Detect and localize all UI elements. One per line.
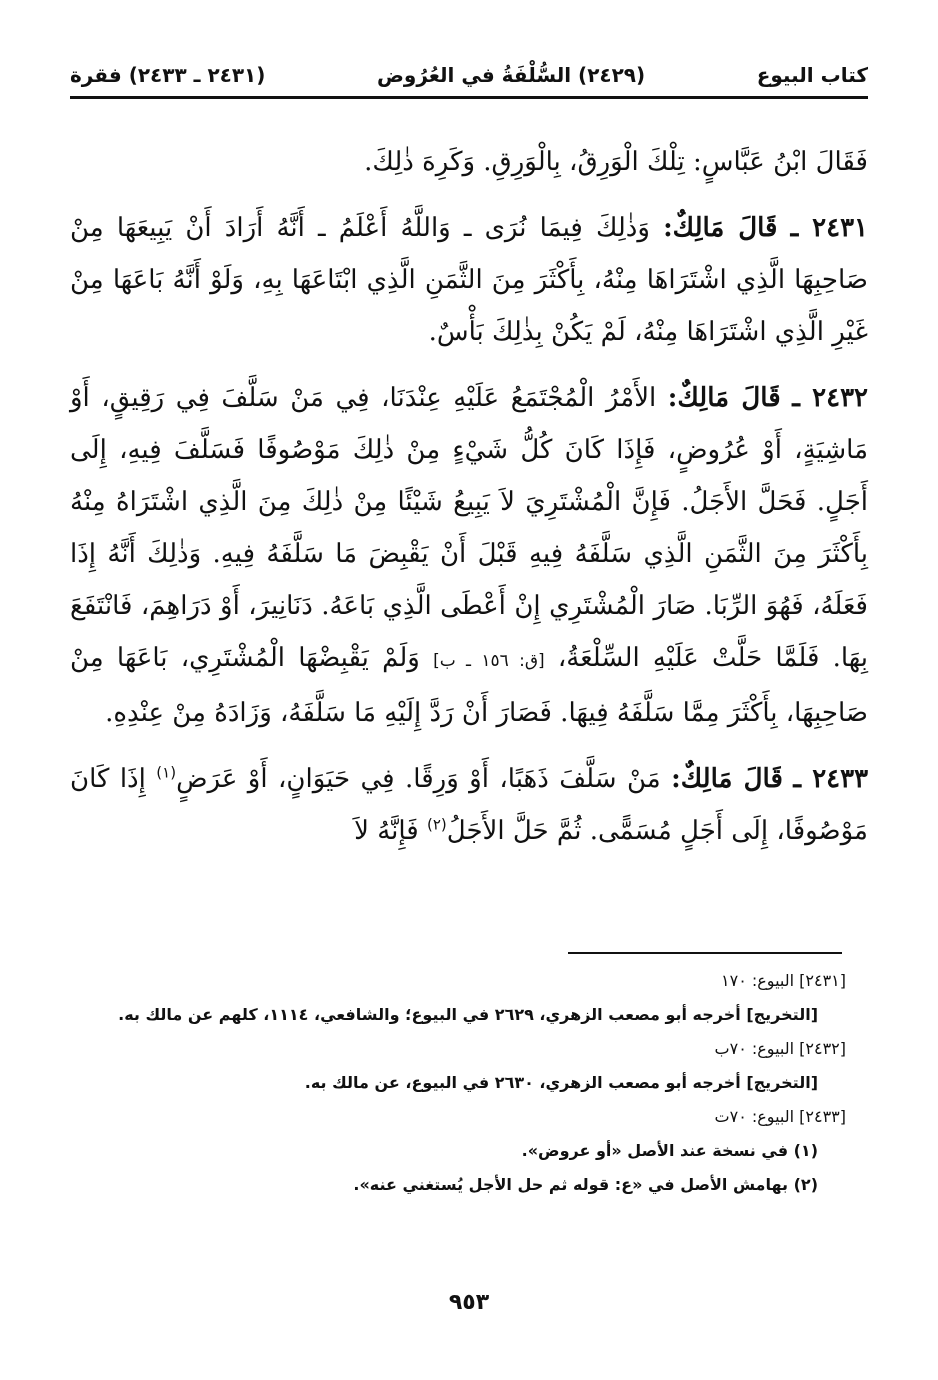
paragraph-text: فَقَالَ ابْنُ عَبَّاسٍ: تِلْكَ الْوَرِقُ، بِالْوَرِقِ. وَكَرِهَ ذٰلِكَ. xyxy=(364,147,868,177)
paragraph-text-continued: إِذَا كَانَ مَوْصُوفًا، إِلَى أَجَلٍ مُسَمًّى. ثُمَّ حَلَّ الأَجَلُ xyxy=(70,764,868,846)
takhrij-tag: [التخريج] xyxy=(746,1073,818,1092)
main-text xyxy=(70,136,868,871)
paragraph-text: الأَمْرُ الْمُجْتَمَعُ عَلَيْهِ عِنْدَنَا، فِي مَنْ سَلَّفَ فِي رَقِيقٍ، أَوْ مَاشِيَةٍ، أَوْ عُرُوضٍ، فَإِذَا كَانَ كُلُّ شَيْءٍ مِنْ ذٰلِكَ مَوْصُوفًا فَسَلَّفَ فِيهِ، إِلَى أَجَلٍ. فَحَلَّ الأَجَلُ. فَإِنَّ الْمُشْتَرِيَ لاَ يَبِيعُ شَيْئًا مِنْ ذٰلِكَ مِنَ الَّذِي اشْتَرَاهُ مِنْهُ بِأَكْثَرَ مِنَ الثَّمَنِ الَّذِي سَلَّفَهُ فِيهِ قَبْلَ أَنْ يَقْبِضَ مَا سَلَّفَهُ فِيهِ. وَذٰلِكَ أَنَّهُ إِذَا فَعَلَهُ، فَهُوَ الرِّبَا. صَارَ الْمُشْتَرِي إِنْ أَعْطَى الَّذِي بَاعَهُ. دَنَانِيرَ، أَوْ دَرَاهِمَ، فَانْتَفَعَ بِهَا. فَلَمَّا حَلَّتْ عَلَيْهِ السِّلْعَةُ، xyxy=(70,383,868,673)
footnote-marker-1[interactable]: (١) xyxy=(156,763,177,782)
paragraph-text: وَذٰلِكَ فِيمَا نُرَى ـ وَاللَّهُ أَعْلَمُ ـ أَنَّهُ أَرَادَ أَنْ يَبِيعَهَا مِنْ صَاحِبِهَا الَّذِي اشْتَرَاهَا مِنْهُ، بِأَكْثَرَ مِنَ الثَّمَنِ الَّذِي ابْتَاعَهَا بِهِ، وَلَوْ أَنَّهُ بَاعَهَا مِنْ غَيْرِ الَّذِي اشْتَرَاهَا مِنْهُ، لَمْ يَكُنْ بِذٰلِكَ بَأْسٌ. xyxy=(70,213,868,347)
page-number: ٩٥٣ xyxy=(448,1290,490,1315)
footnotes xyxy=(72,964,846,1202)
footnote-note-1: (١) في نسخة عند الأصل «أو عروض». xyxy=(521,1141,818,1160)
footnote-takhrij-2432 xyxy=(72,1066,846,1100)
footnote-takhrij-2431 xyxy=(72,998,846,1032)
takhrij-text: أخرجه أبو مصعب الزهري، ٢٦٣٠ في البيوع، عن مالك به. xyxy=(304,1073,741,1092)
paragraph-text: مَنْ سَلَّفَ ذَهَبًا، أَوْ وَرِقًا. فِي حَيَوَانٍ، أَوْ عَرَضٍ xyxy=(176,764,661,794)
takhrij-tag: [التخريج] xyxy=(746,1005,818,1024)
paragraph-text-continued: وَلَمْ يَقْبِضْهَا الْمُشْتَرِي، بَاعَهَا مِنْ صَاحِبِهَا، بِأَكْثَرَ مِمَّا سَلَّفَهُ فِيهَا. فَصَارَ أَنْ رَدَّ إِلَيْهِ مَا سَلَّفَهُ، وَزَادَهُ مِنْ عِنْدِهِ. xyxy=(70,643,868,728)
paragraph-2432 xyxy=(70,372,868,739)
speaker-label: قَالَ مَالِكٌ: xyxy=(663,213,778,243)
paragraph-2433 xyxy=(70,753,868,857)
header-rule xyxy=(70,96,868,99)
footnote-marker-2[interactable]: (٢) xyxy=(427,815,447,834)
speaker-label: قَالَ مَالِكٌ: xyxy=(667,383,781,413)
header-book-title: كتاب البيوع xyxy=(756,63,868,87)
paragraph-number: ٢٤٣١ ـ xyxy=(790,213,869,243)
running-header xyxy=(70,58,868,92)
footnote-source-2433: [٢٤٣٣] البيوع: ٧٠ت xyxy=(714,1107,846,1126)
paragraph-number: ٢٤٣٣ ـ xyxy=(793,764,869,794)
footnote-rule xyxy=(568,952,842,954)
footnote-source-2432: [٢٤٣٢] البيوع: ٧٠ب xyxy=(714,1039,846,1058)
speaker-label: قَالَ مَالِكٌ: xyxy=(671,764,783,794)
manuscript-reference: [ق: ١٥٦ ـ ب] xyxy=(433,651,545,671)
paragraph-number: ٢٤٣٢ ـ xyxy=(792,383,869,413)
footnote-source-2431: [٢٤٣١] البيوع: ١٧٠ xyxy=(721,971,846,990)
header-chapter-title: (٢٤٢٩) السُّلْفَةُ في العُرُوض xyxy=(376,63,646,87)
paragraph-intro xyxy=(70,136,868,188)
header-paragraph-range: (٢٤٣١ ـ ٢٤٣٣) فقرة xyxy=(70,63,266,87)
paragraph-text-end: فَإِنَّهُ لاَ xyxy=(354,816,419,846)
paragraph-2431 xyxy=(70,202,868,358)
takhrij-text: أخرجه أبو مصعب الزهري، ٢٦٢٩ في البيوع؛ والشافعي، ١١١٤، كلهم عن مالك به. xyxy=(118,1005,741,1024)
footnote-note-2: (٢) بهامش الأصل في «ع: قوله ثم حل الأجل يُستغني عنه». xyxy=(353,1175,818,1194)
